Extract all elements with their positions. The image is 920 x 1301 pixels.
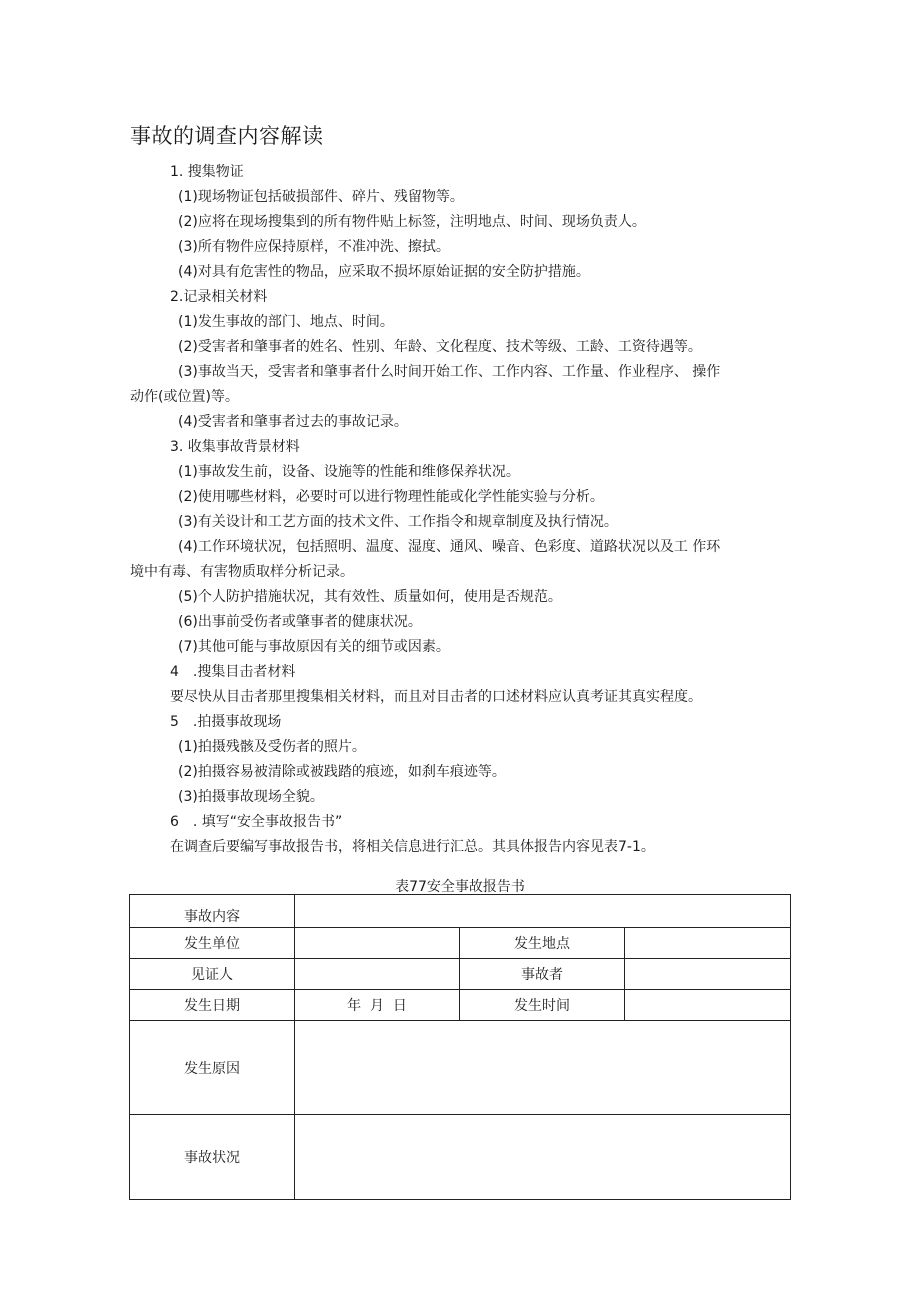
table-caption: 表77安全事故报告书 xyxy=(395,879,525,895)
table-row xyxy=(130,1115,791,1200)
body-text xyxy=(130,160,790,860)
witness-value-cell xyxy=(295,959,460,990)
cause-label: 发生原因 xyxy=(130,1021,295,1115)
date-value: 年 月 日 xyxy=(295,990,460,1021)
unit-value-cell xyxy=(295,928,460,959)
body-line: 动作(或位置)等。 xyxy=(130,389,239,405)
body-line: (2)使用哪些材料，必要时可以进行物理性能或化学性能实验与分析。 xyxy=(178,489,604,505)
unit-label: 发生单位 xyxy=(130,928,295,959)
body-line: (3)所有物件应保持原样，不准冲洗、擦拭。 xyxy=(178,239,450,255)
body-line: (1)拍摄残骸及受伤者的照片。 xyxy=(178,739,366,755)
location-label: 发生地点 xyxy=(460,928,625,959)
cause-value-cell xyxy=(295,1021,791,1115)
person-label: 事故者 xyxy=(460,959,625,990)
body-line: (1)事故发生前，设备、设施等的性能和维修保养状况。 xyxy=(178,464,520,480)
witness-label: 见证人 xyxy=(130,959,295,990)
body-line: (4)工作环境状况，包括照明、温度、湿度、通风、噪音、色彩度、道路状况以及工 作环 xyxy=(178,539,721,555)
location-value-cell xyxy=(625,928,791,959)
time-value-cell xyxy=(625,990,791,1021)
body-line: (4)受害者和肇事者过去的事故记录。 xyxy=(178,414,408,430)
status-value-cell xyxy=(295,1115,791,1200)
body-line: 3. 收集事故背景材料 xyxy=(170,439,300,455)
time-label: 发生时间 xyxy=(460,990,625,1021)
body-line: 1. 搜集物证 xyxy=(170,164,244,180)
body-line: 6 . 填写“安全事故报告书” xyxy=(170,814,343,830)
body-line: (3)拍摄事故现场全貌。 xyxy=(178,789,324,805)
body-line: 在调查后要编写事故报告书，将相关信息进行汇总。其具体报告内容见表7-1。 xyxy=(170,839,655,855)
body-line: (6)出事前受伤者或肇事者的健康状况。 xyxy=(178,614,422,630)
accident-report-table xyxy=(129,894,791,1200)
body-line: (3)有关设计和工艺方面的技术文件、工作指令和规章制度及执行情况。 xyxy=(178,514,618,530)
body-line: 2.记录相关材料 xyxy=(170,289,268,305)
content-label: 事故内容 xyxy=(130,895,295,928)
table-row xyxy=(130,895,791,928)
table-row xyxy=(130,959,791,990)
body-line: (4)对具有危害性的物品，应采取不损坏原始证据的安全防护措施。 xyxy=(178,264,590,280)
body-line: (3)事故当天，受害者和肇事者什么时间开始工作、工作内容、工作量、作业程序、 操作 xyxy=(178,364,721,380)
body-line: 4 .搜集目击者材料 xyxy=(170,664,296,680)
table-row xyxy=(130,928,791,959)
page-title: 事故的调查内容解读 xyxy=(130,124,324,148)
body-line: (1)现场物证包括破损部件、碎片、残留物等。 xyxy=(178,189,464,205)
body-line: (2)受害者和肇事者的姓名、性别、年龄、文化程度、技术等级、工龄、工资待遇等。 xyxy=(178,339,702,355)
body-line: (1)发生事故的部门、地点、时间。 xyxy=(178,314,394,330)
body-line: 境中有毒、有害物质取样分析记录。 xyxy=(130,564,354,580)
date-label: 发生日期 xyxy=(130,990,295,1021)
body-line: (7)其他可能与事故原因有关的细节或因素。 xyxy=(178,639,450,655)
body-line: (2)拍摄容易被清除或被践踏的痕迹，如刹车痕迹等。 xyxy=(178,764,506,780)
table-row xyxy=(130,1021,791,1115)
person-value-cell xyxy=(625,959,791,990)
content-value-cell xyxy=(295,895,791,928)
body-line: (5)个人防护措施状况，其有效性、质量如何，使用是否规范。 xyxy=(178,589,562,605)
body-line: 要尽快从目击者那里搜集相关材料，而且对目击者的口述材料应认真考证其真实程度。 xyxy=(170,689,702,705)
table-row xyxy=(130,990,791,1021)
status-label: 事故状况 xyxy=(130,1115,295,1200)
body-line: (2)应将在现场搜集到的所有物件贴上标签，注明地点、时间、现场负责人。 xyxy=(178,214,646,230)
body-line: 5 .拍摄事故现场 xyxy=(170,714,282,730)
